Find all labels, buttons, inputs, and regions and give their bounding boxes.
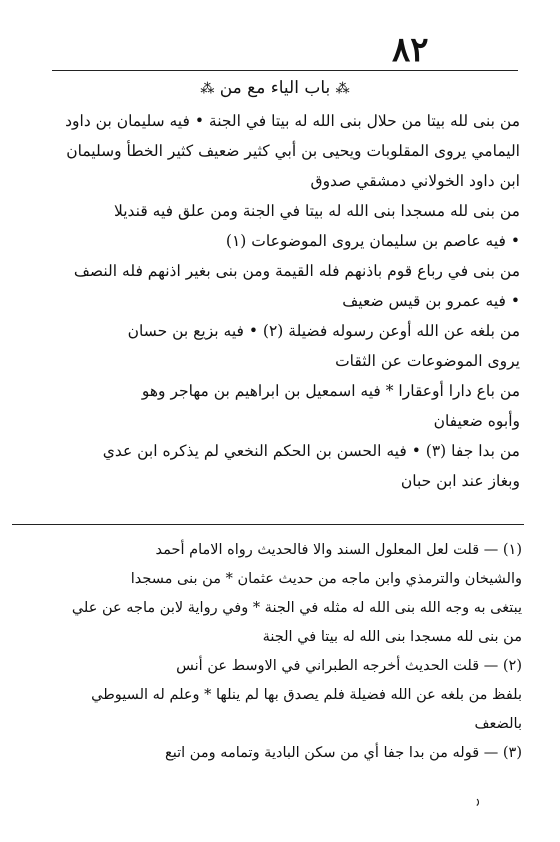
page-number: ٨٢ <box>392 30 429 70</box>
chapter-title <box>150 78 400 98</box>
text-line: يروى الموضوعات عن الثقات <box>335 352 520 370</box>
text-line: وبغاز عند ابن حبان <box>400 472 520 490</box>
chapter-title-text: باب الياء مع من <box>219 78 331 98</box>
text-line: من باع دارا أوعقارا * فيه اسمعيل بن ابراهيم بن مهاجر وهو <box>141 382 520 400</box>
text-line: من بنى في رباع قوم باذنهم فله القيمة ومن بنى بغير اذنهم فله النصف <box>73 262 520 280</box>
footnotes <box>28 536 522 768</box>
text-line: اليمامي يروى المقلوبات ويحيى بن أبي كثير ضعيف كثير الخطأ وسليمان <box>66 142 520 160</box>
text-line: • فيه عمرو بن قيس ضعيف <box>342 292 520 310</box>
footnote-line: من بنى لله مسجدا بنى الله له بيتا في الجنة <box>262 629 522 645</box>
footnote-line: والشيخان والترمذي وابن ماجه من حديث عثمان * من بنى مسجدا <box>130 571 522 587</box>
footnote-line: (١) — قلت لعل المعلول السند والا فالحديث رواه الامام أحمد <box>155 542 522 558</box>
text-line: من بنى لله مسجدا بنى الله له بيتا في الجنة ومن علق فيه قنديلا <box>113 202 520 220</box>
text-line: وأبوه ضعيفان <box>433 412 520 430</box>
footnote-separator <box>12 524 524 525</box>
text-line: • فيه عاصم بن سليمان يروى الموضوعات (١) <box>225 232 520 250</box>
flourish-right-icon: ⁂ <box>335 81 350 97</box>
footnote-line: (٢) — قلت الحديث أخرجه الطبراني في الاوسط عن أنس <box>176 658 522 674</box>
flourish-left-icon: ⁂ <box>200 81 215 97</box>
footnote-line: بلفظ من بلغه عن الله فضيلة فلم يصدق بها لم ينلها * وعلم له السيوطي <box>91 687 522 703</box>
text-line: من بلغه عن الله أوعن رسوله فضيلة (٢) • فيه بزيع بن حسان <box>127 322 520 340</box>
text-line: من بدا جفا (٣) • فيه الحسن بن الحكم النخعي لم يذكره ابن عدي <box>102 442 520 460</box>
main-text <box>42 106 520 496</box>
stray-mark: ٫ <box>470 791 483 809</box>
footnote-line: بالضعف <box>474 716 522 732</box>
footnote-line: يبتغى به وجه الله بنى الله له مثله في الجنة * وفي رواية لابن ماجه عن علي <box>71 600 522 616</box>
header-rule <box>52 70 518 71</box>
text-line: ابن داود الخولاني دمشقي صدوق <box>310 172 520 190</box>
footnote-line: (٣) — قوله من بدا جفا أي من سكن البادية وتمامه ومن اتبع <box>165 745 522 761</box>
text-line: من بنى لله بيتا من حلال بنى الله له بيتا في الجنة • فيه سليمان بن داود <box>65 112 520 130</box>
